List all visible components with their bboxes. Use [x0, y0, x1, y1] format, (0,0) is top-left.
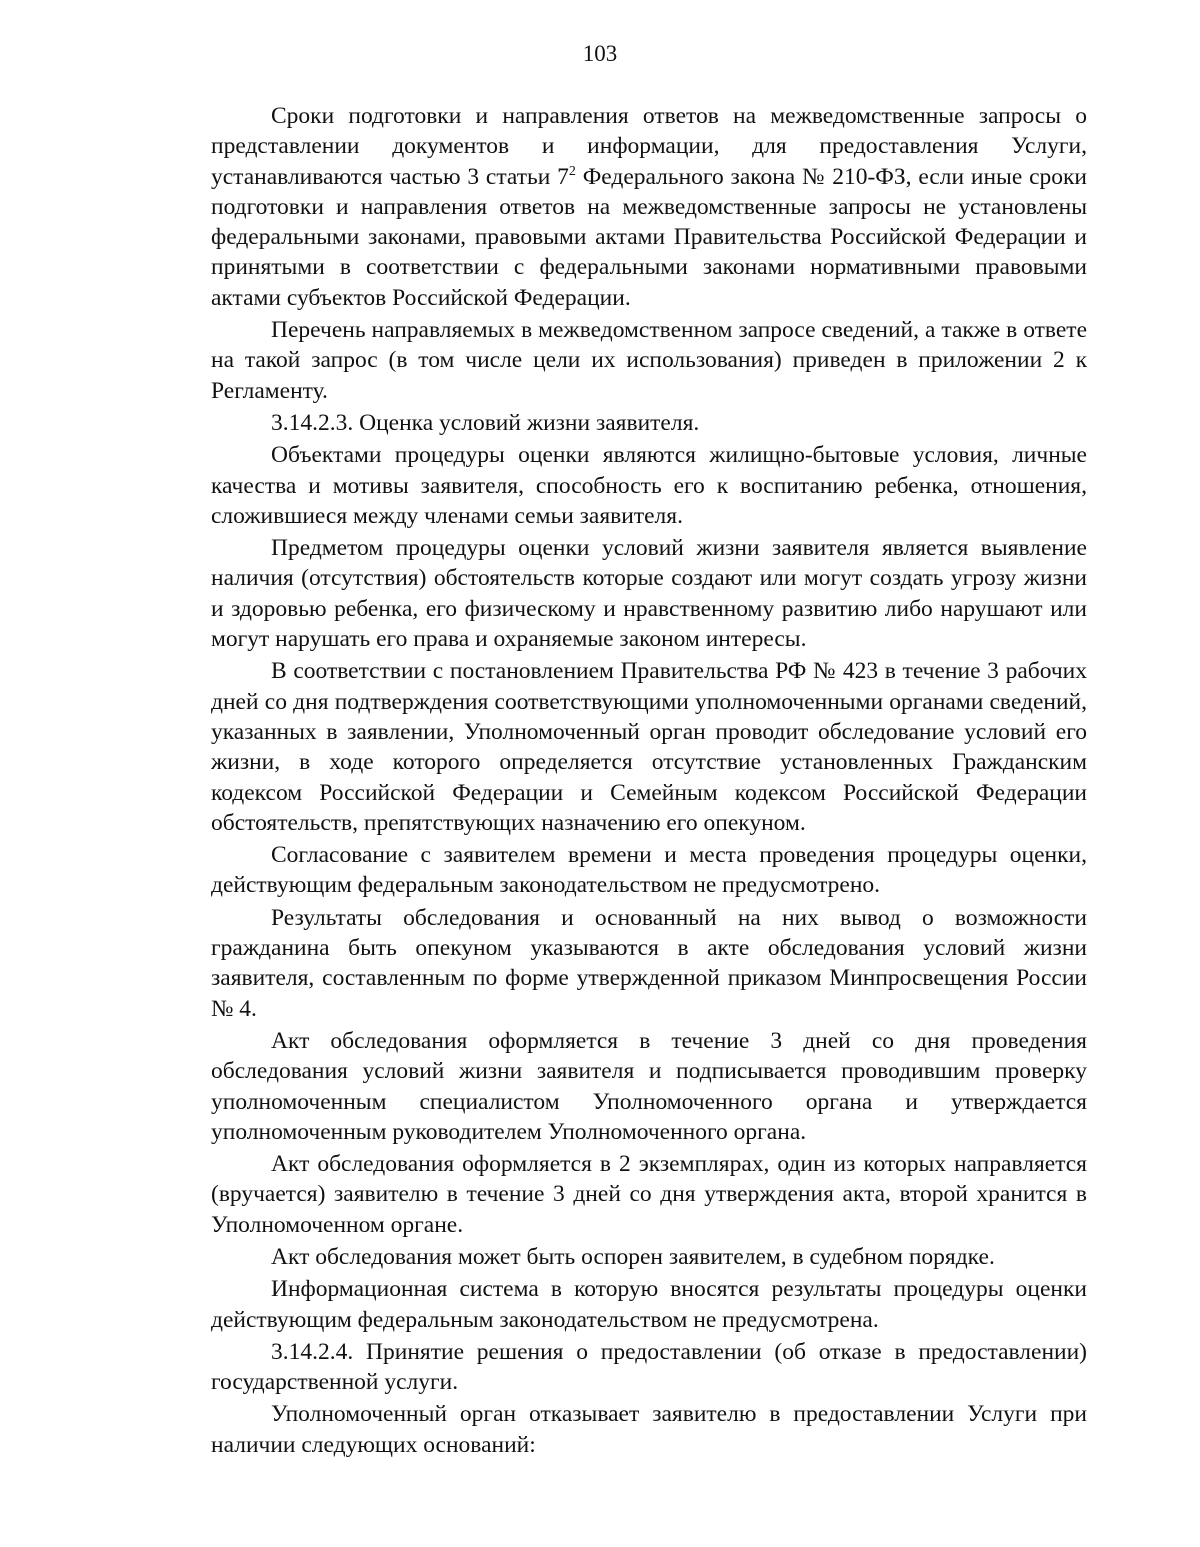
paragraph: Акт обследования может быть оспорен заявителем, в судебном порядке. [271, 1243, 995, 1270]
paragraph-text: Федерального закона № 210-ФЗ, если иные сроки подготовки и направления ответов на межведомственные запросы не установлены федеральными законами, правовыми актами Правительства Российской Федерации и принятыми в соответствии с федеральными законами нормативными правовыми актами субъектов Российской Федерации. [211, 163, 1087, 311]
paragraph: Уполномоченный орган отказывает заявителю в предоставлении Услуги при наличии следующих оснований: [211, 1401, 1087, 1458]
paragraph: Предметом процедуры оценки условий жизни заявителя является выявление наличия (отсутствия) обстоятельств которые создают или могут создать угрозу жизни и здоровью ребенка, его физическому и нравственному развитию либо нарушают или могут нарушать его права и охраняемые законом интересы. [211, 535, 1087, 653]
superscript: 2 [568, 163, 576, 179]
paragraph: Перечень направляемых в межведомственном запросе сведений, а также в ответе на такой запрос (в том числе цели их использования) приведен в приложении 2 к Регламенту. [211, 317, 1087, 404]
paragraph [211, 101, 1087, 313]
paragraph: Акт обследования оформляется в течение 3 дней со дня проведения обследования условий жизни заявителя и подписывается проводившим проверку уполномоченным специалистом Уполномоченного органа и утверждается уполномоченным руководителем Уполномоченного органа. [211, 1027, 1087, 1145]
paragraph: Информационная система в которую вносятся результаты процедуры оценки действующим федеральным законодательством не предусмотрена. [211, 1276, 1087, 1333]
section-heading: 3.14.2.3. Оценка условий жизни заявителя. [271, 409, 700, 436]
section-heading: 3.14.2.4. Принятие решения о предоставлении (об отказе в предоставлении) государственной услуги. [211, 1338, 1087, 1396]
paragraph: Результаты обследования и основанный на них вывод о возможности гражданина быть опекуном указываются в акте обследования условий жизни заявителя, составленным по форме утвержденной приказом Минпросвещения России № 4. [211, 904, 1087, 1022]
paragraph: Акт обследования оформляется в 2 экземплярах, один из которых направляется (вручается) заявителю в течение 3 дней со дня утверждения акта, второй хранится в Уполномоченном органе. [211, 1151, 1087, 1238]
page-number: 103 [582, 41, 618, 66]
paragraph-text: Сроки подготовки и направления ответов на межведомственные запросы о представлении документов и информации, для предоставления Услуги, устанавливаются частью 3 статьи 7 [211, 103, 1087, 190]
paragraph: Объектами процедуры оценки являются жилищно-бытовые условия, личные качества и мотивы заявителя, способность его к воспитанию ребенка, отношения, сложившиеся между членами семьи заявителя. [211, 442, 1087, 529]
document-body [211, 101, 1087, 1462]
paragraph: Согласование с заявителем времени и места проведения процедуры оценки, действующим федеральным законодательством не предусмотрено. [211, 842, 1087, 899]
paragraph: В соответствии с постановлением Правительства РФ № 423 в течение 3 рабочих дней со дня подтверждения соответствующими уполномоченными органами сведений, указанных в заявлении, Уполномоченный орган проводит обследование условий его жизни, в ходе которого определяется отсутствие установленных Гражданским кодексом Российской Федерации и Семейным кодексом Российской Федерации обстоятельств, препятствующих назначению его опекуном. [211, 658, 1087, 836]
